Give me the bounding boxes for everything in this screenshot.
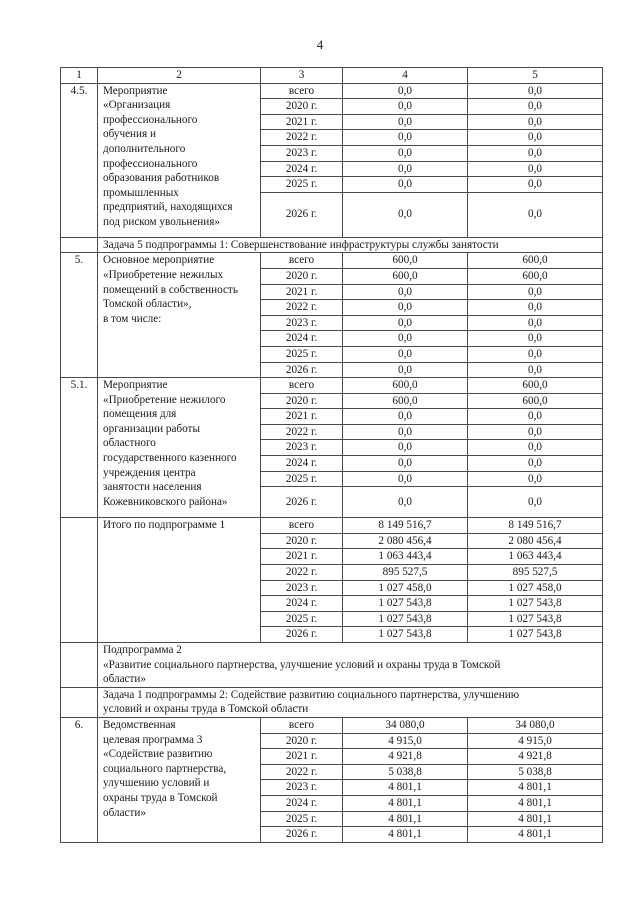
year-cell: 2022 г. — [261, 565, 343, 581]
item-number — [61, 518, 98, 643]
item-name-line: Ведомственная — [103, 718, 176, 731]
value-col4: 600,0 — [343, 268, 468, 284]
value-col5: 0,0 — [468, 114, 603, 130]
value-col4: 34 080,0 — [343, 717, 468, 733]
item-name-line: Кожевниковского района» — [103, 495, 228, 508]
value-col5: 1 027 458,0 — [468, 580, 603, 596]
year-cell: 2024 г. — [261, 795, 343, 811]
value-col4: 0,0 — [343, 456, 468, 472]
value-col4: 0,0 — [343, 161, 468, 177]
item-name-line: Основное мероприятие — [103, 254, 215, 267]
item-name-line: организации работы — [103, 422, 200, 435]
section-title-line: Подпрограмма 2 — [103, 644, 182, 656]
year-cell: всего — [261, 253, 343, 269]
value-col5: 0,0 — [468, 409, 603, 425]
year-cell: 2020 г. — [261, 393, 343, 409]
item-name-line: предприятий, находящихся — [103, 201, 233, 214]
value-col5: 600,0 — [468, 378, 603, 394]
value-col5: 0,0 — [468, 424, 603, 440]
year-cell: 2020 г. — [261, 99, 343, 115]
empty-num-cell — [61, 643, 98, 688]
year-cell: 2024 г. — [261, 596, 343, 612]
year-cell: 2025 г. — [261, 346, 343, 362]
section-header-row — [61, 237, 603, 253]
year-cell: 2023 г. — [261, 780, 343, 796]
item-name-line: образования работников — [103, 172, 220, 185]
table-row — [61, 253, 603, 269]
value-col4: 0,0 — [343, 346, 468, 362]
year-cell: 2022 г. — [261, 130, 343, 146]
value-col5: 4 801,1 — [468, 795, 603, 811]
value-col5: 0,0 — [468, 177, 603, 193]
value-col5: 34 080,0 — [468, 717, 603, 733]
value-col5: 0,0 — [468, 346, 603, 362]
item-name-line: промышленных — [103, 186, 179, 199]
table-row — [61, 717, 603, 733]
value-col4: 0,0 — [343, 409, 468, 425]
item-name-line: обучения и — [103, 128, 156, 141]
value-col4: 895 527,5 — [343, 565, 468, 581]
item-number — [61, 253, 98, 378]
value-col5: 600,0 — [468, 393, 603, 409]
value-col5: 4 921,8 — [468, 749, 603, 765]
item-name-line: «Организация — [103, 99, 171, 112]
year-cell: 2023 г. — [261, 315, 343, 331]
year-cell: 2021 г. — [261, 749, 343, 765]
header-cell: 5 — [468, 68, 603, 84]
value-col5: 0,0 — [468, 362, 603, 378]
value-col5: 0,0 — [468, 161, 603, 177]
year-cell: 2026 г. — [261, 487, 343, 518]
year-cell: 2024 г. — [261, 331, 343, 347]
year-cell: 2022 г. — [261, 300, 343, 316]
value-col5: 0,0 — [468, 145, 603, 161]
year-cell: 2021 г. — [261, 114, 343, 130]
value-col5: 4 915,0 — [468, 733, 603, 749]
value-col5: 0,0 — [468, 315, 603, 331]
item-name-line: «Приобретение нежилых — [103, 268, 224, 281]
item-name — [98, 378, 261, 518]
value-col4: 4 801,1 — [343, 811, 468, 827]
year-cell: 2026 г. — [261, 192, 343, 237]
year-cell: 2022 г. — [261, 764, 343, 780]
year-cell: 2021 г. — [261, 549, 343, 565]
item-name-line: государственного казенного — [103, 452, 237, 465]
value-col5: 4 801,1 — [468, 827, 603, 843]
value-col5: 0,0 — [468, 331, 603, 347]
value-col4: 0,0 — [343, 362, 468, 378]
year-cell: 2020 г. — [261, 533, 343, 549]
value-col4: 1 027 543,8 — [343, 627, 468, 643]
empty-num-cell — [61, 237, 98, 253]
year-cell: всего — [261, 717, 343, 733]
item-name-line: области» — [103, 806, 146, 819]
value-col4: 0,0 — [343, 177, 468, 193]
item-name-line: занятости населения — [103, 481, 202, 494]
value-col5: 0,0 — [468, 440, 603, 456]
value-col4: 0,0 — [343, 471, 468, 487]
value-col5: 4 801,1 — [468, 811, 603, 827]
item-name-line: областного — [103, 437, 156, 450]
item-name-line: охраны труда в Томской — [103, 791, 218, 804]
value-col4: 5 038,8 — [343, 764, 468, 780]
year-cell: 2025 г. — [261, 611, 343, 627]
value-col5: 1 063 443,4 — [468, 549, 603, 565]
value-col5: 1 027 543,8 — [468, 596, 603, 612]
section-header-row — [61, 687, 603, 717]
value-col4: 0,0 — [343, 145, 468, 161]
item-name-line: Итого по подпрограмме 1 — [103, 519, 226, 532]
value-col4: 0,0 — [343, 192, 468, 237]
value-col5: 0,0 — [468, 456, 603, 472]
header-cell: 2 — [98, 68, 261, 84]
value-col5: 8 149 516,7 — [468, 518, 603, 534]
value-col4: 0,0 — [343, 424, 468, 440]
section-title-text: Задача 5 подпрограммы 1: Совершенствование инфраструктуры службы занятости — [103, 238, 499, 251]
item-name — [98, 717, 261, 842]
section-title-line: условий и охраны труда в Томской области — [103, 703, 309, 716]
value-col4: 0,0 — [343, 440, 468, 456]
value-col4: 600,0 — [343, 253, 468, 269]
value-col5: 0,0 — [468, 300, 603, 316]
value-col4: 0,0 — [343, 331, 468, 347]
value-col5: 2 080 456,4 — [468, 533, 603, 549]
item-name-line: дополнительного — [103, 142, 186, 155]
value-col5: 0,0 — [468, 99, 603, 115]
year-cell: 2025 г. — [261, 811, 343, 827]
year-cell: 2026 г. — [261, 627, 343, 643]
year-cell: 2026 г. — [261, 827, 343, 843]
item-number-text: 4.5. — [70, 84, 88, 97]
item-name-line: «Содействие развитию — [103, 748, 213, 761]
item-name-line: улучшению условий и — [103, 777, 210, 790]
value-col5: 0,0 — [468, 487, 603, 518]
item-name-line: социального партнерства, — [103, 762, 227, 775]
value-col4: 4 801,1 — [343, 827, 468, 843]
value-col5: 0,0 — [468, 284, 603, 300]
item-name-line: в том числе: — [103, 312, 162, 325]
value-col4: 1 027 543,8 — [343, 596, 468, 612]
item-number — [61, 378, 98, 518]
table-header-row — [61, 68, 603, 84]
section-title — [98, 687, 603, 717]
section-title — [98, 237, 603, 253]
value-col5: 895 527,5 — [468, 565, 603, 581]
value-col4: 0,0 — [343, 114, 468, 130]
value-col4: 0,0 — [343, 300, 468, 316]
year-cell: 2024 г. — [261, 161, 343, 177]
value-col5: 600,0 — [468, 253, 603, 269]
value-col4: 0,0 — [343, 99, 468, 115]
item-number-text: 6. — [74, 718, 84, 731]
value-col4: 8 149 516,7 — [343, 518, 468, 534]
table-row — [61, 378, 603, 394]
value-col4: 4 801,1 — [343, 795, 468, 811]
item-number — [61, 83, 98, 237]
year-cell: 2020 г. — [261, 733, 343, 749]
value-col4: 600,0 — [343, 378, 468, 394]
item-number — [61, 717, 98, 842]
year-cell: всего — [261, 518, 343, 534]
year-cell: 2024 г. — [261, 456, 343, 472]
section-title — [98, 643, 603, 688]
value-col5: 0,0 — [468, 471, 603, 487]
year-cell: 2026 г. — [261, 362, 343, 378]
year-cell: 2022 г. — [261, 424, 343, 440]
year-cell: 2023 г. — [261, 440, 343, 456]
value-col4: 4 801,1 — [343, 780, 468, 796]
value-col5: 1 027 543,8 — [468, 611, 603, 627]
value-col4: 1 027 543,8 — [343, 611, 468, 627]
page-number: 4 — [316, 37, 324, 52]
value-col4: 0,0 — [343, 315, 468, 331]
value-col5: 4 801,1 — [468, 780, 603, 796]
header-cell: 4 — [343, 68, 468, 84]
year-cell: 2025 г. — [261, 471, 343, 487]
item-name-line: учреждения центра — [103, 466, 196, 479]
year-cell: 2020 г. — [261, 268, 343, 284]
year-cell: всего — [261, 378, 343, 394]
item-number-text: 5. — [74, 254, 84, 267]
value-col5: 0,0 — [468, 83, 603, 99]
table-row — [61, 518, 603, 534]
item-number-text: 5.1. — [70, 379, 88, 392]
section-title-line: «Развитие социального партнерства, улучшение условий и охраны труда в Томской — [103, 658, 501, 671]
value-col5: 1 027 543,8 — [468, 627, 603, 643]
value-col4: 4 921,8 — [343, 749, 468, 765]
value-col5: 600,0 — [468, 268, 603, 284]
value-col4: 4 915,0 — [343, 733, 468, 749]
item-name-line: помещения для — [103, 408, 177, 421]
value-col5: 0,0 — [468, 130, 603, 146]
header-cell: 3 — [261, 68, 343, 84]
item-name-line: под риском увольнения» — [103, 215, 221, 228]
item-name-line: профессионального — [103, 113, 198, 126]
header-cell: 1 — [61, 68, 98, 84]
item-name-line: «Приобретение нежилого — [103, 393, 226, 406]
year-cell: 2023 г. — [261, 580, 343, 596]
value-col4: 600,0 — [343, 393, 468, 409]
item-name — [98, 83, 261, 237]
year-cell: всего — [261, 83, 343, 99]
year-cell: 2021 г. — [261, 409, 343, 425]
value-col4: 1 027 458,0 — [343, 580, 468, 596]
section-title-line: Задача 1 подпрограммы 2: Содействие развитию социального партнерства, улучшению — [103, 688, 520, 701]
table-row — [61, 83, 603, 99]
value-col5: 5 038,8 — [468, 764, 603, 780]
year-cell: 2023 г. — [261, 145, 343, 161]
item-name-line: профессионального — [103, 157, 198, 170]
empty-num-cell — [61, 687, 98, 717]
item-name-line: Томской области», — [103, 298, 192, 311]
item-name-line: целевая программа 3 — [103, 733, 203, 746]
value-col4: 0,0 — [343, 83, 468, 99]
year-cell: 2025 г. — [261, 177, 343, 193]
item-name — [98, 518, 261, 643]
value-col4: 2 080 456,4 — [343, 533, 468, 549]
item-name-line: Мероприятие — [103, 379, 168, 392]
year-cell: 2021 г. — [261, 284, 343, 300]
item-name-line: помещений в собственность — [103, 283, 238, 296]
value-col4: 0,0 — [343, 487, 468, 518]
section-title-line: области» — [103, 673, 146, 686]
section-header-row — [61, 643, 603, 688]
item-name — [98, 253, 261, 378]
value-col4: 1 063 443,4 — [343, 549, 468, 565]
item-name-line: Мероприятие — [103, 84, 168, 97]
value-col5: 0,0 — [468, 192, 603, 237]
value-col4: 0,0 — [343, 284, 468, 300]
budget-table — [60, 67, 603, 843]
value-col4: 0,0 — [343, 130, 468, 146]
